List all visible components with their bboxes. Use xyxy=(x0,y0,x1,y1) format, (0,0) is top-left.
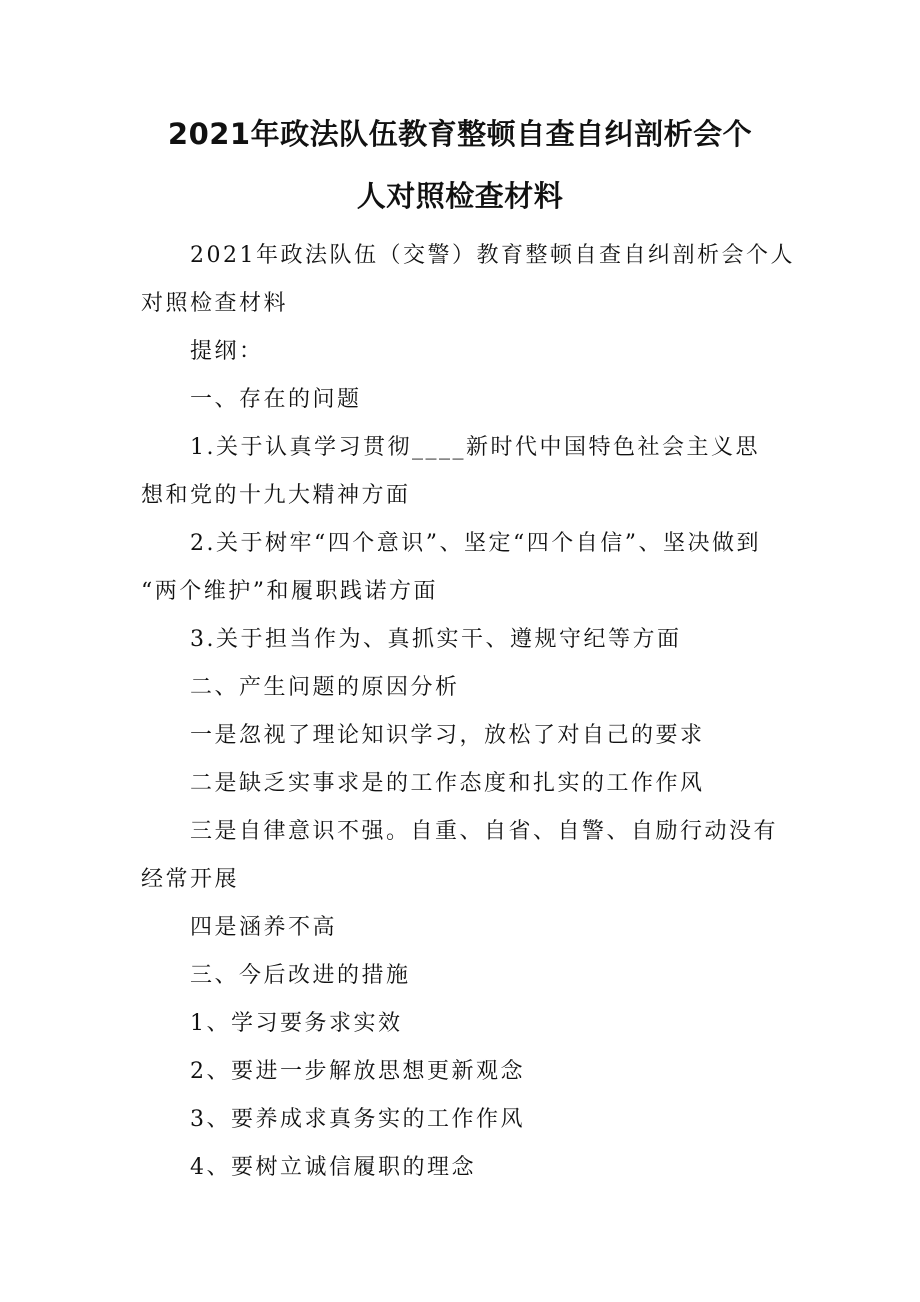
measure-1: 1、学习要务求实效 xyxy=(190,1011,403,1036)
section-3-heading: 三、今后改进的措施 xyxy=(190,963,411,988)
document-title-line-2: 人对照检查材料 xyxy=(356,179,564,213)
item-2-line-2: “两个维护”和履职践诺方面 xyxy=(141,579,438,604)
item-1-text-start: 1.关于认真学习贯彻 xyxy=(190,435,412,460)
cause-4: 四是涵养不高 xyxy=(190,915,338,940)
measure-4: 4、要树立诚信履职的理念 xyxy=(190,1155,476,1180)
item-1-line-1 xyxy=(190,433,760,463)
intro-paragraph-line-2: 对照检查材料 xyxy=(141,291,289,316)
measure-2: 2、要进一步解放思想更新观念 xyxy=(190,1059,525,1084)
item-2-line-1: 2.关于树牢“四个意识”、坚定“四个自信”、坚决做到 xyxy=(190,531,761,556)
item-3: 3.关于担当作为、真抓实干、遵规守纪等方面 xyxy=(190,627,682,652)
item-1-text-end: 新时代中国特色社会主义思 xyxy=(466,435,761,460)
measure-3: 3、要养成求真务实的工作作风 xyxy=(190,1107,525,1132)
section-1-heading: 一、存在的问题 xyxy=(190,387,362,412)
cause-3-line-2: 经常开展 xyxy=(141,867,240,892)
document-title-line-1: 2021年政法队伍教育整顿自查自纠剖析会个 xyxy=(167,117,753,151)
section-2-heading: 二、产生问题的原因分析 xyxy=(190,675,460,700)
outline-label: 提纲： xyxy=(190,339,264,364)
cause-2: 二是缺乏实事求是的工作态度和扎实的工作作风 xyxy=(190,771,705,796)
item-1-line-2: 想和党的十九大精神方面 xyxy=(141,483,411,508)
cause-1: 一是忽视了理论知识学习，放松了对自己的要求 xyxy=(190,723,705,748)
intro-paragraph-line-1: 2021年政法队伍（交警）教育整顿自查自纠剖析会个人 xyxy=(190,243,795,268)
cause-3-line-1: 三是自律意识不强。自重、自省、自警、自励行动没有 xyxy=(190,819,779,844)
item-1-blank: ____ xyxy=(412,435,466,460)
